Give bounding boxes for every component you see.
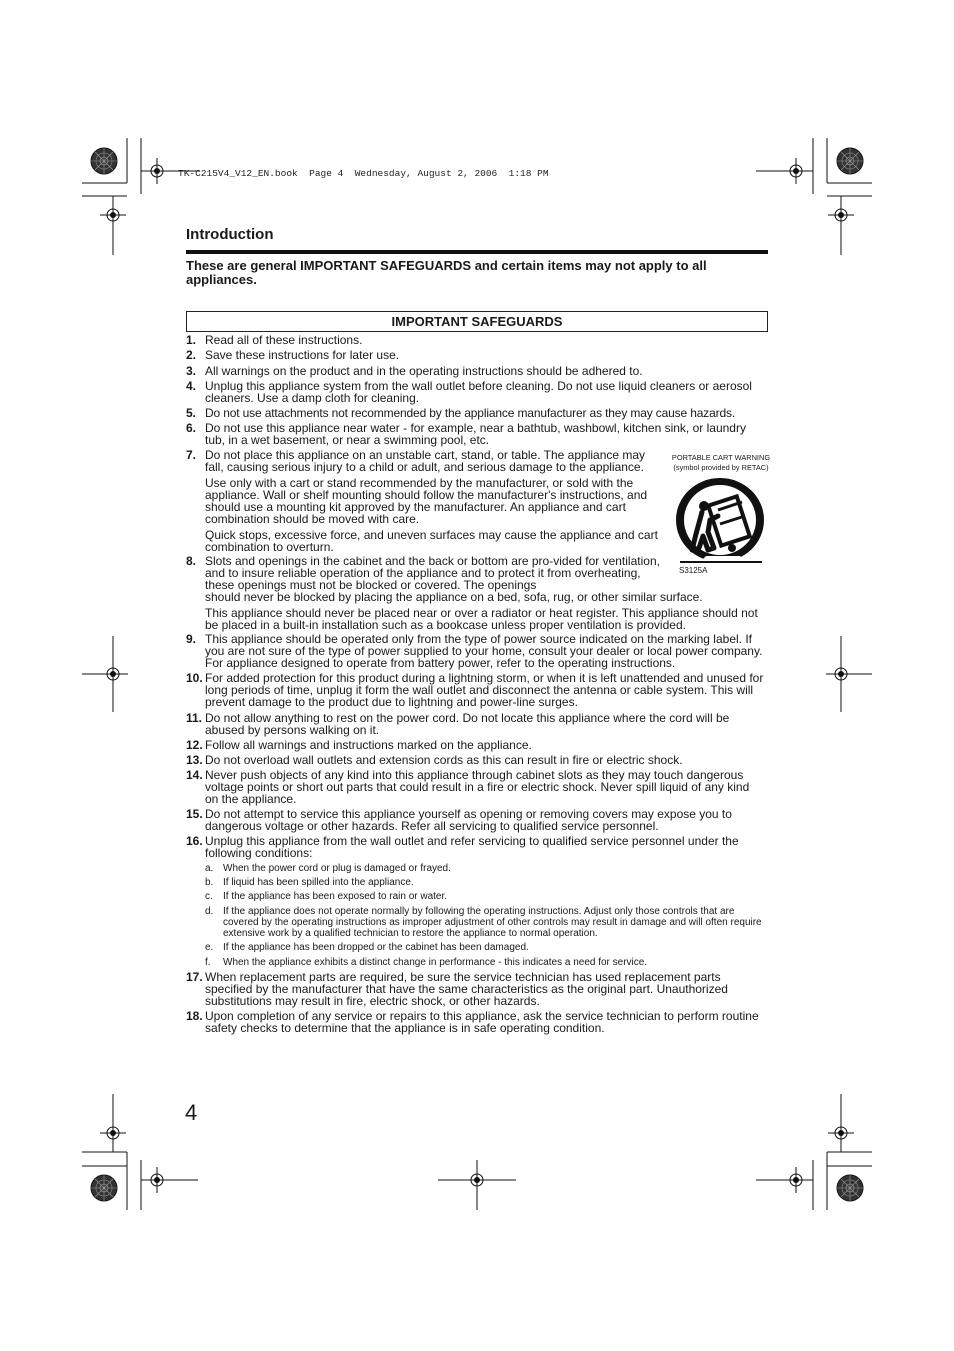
- cart-warning-icon: [672, 476, 768, 566]
- list-item: [186, 739, 768, 751]
- item-number: 7.: [186, 448, 197, 462]
- sub-item-letter: e.: [205, 942, 214, 953]
- sub-list-item: [205, 863, 765, 874]
- cart-warning-subtitle: (symbol provided by RETAC): [673, 463, 769, 472]
- item-text: Follow all warnings and instructions marked on the appliance.: [205, 738, 532, 752]
- item-text: This appliance should be operated only from the type of power source indicated on the marking label. If you are not sure of the type of power supplied to your home, consult your dealer or local power company. For appliance designed to operate from battery power, refer to the operating instructions.: [205, 632, 763, 670]
- list-item: [186, 712, 768, 736]
- item-text: Unplug this appliance from the wall outlet and refer servicing to qualified service personnel under the following conditions:: [205, 834, 739, 860]
- item-number: 9.: [186, 632, 197, 646]
- item-text: Read all of these instructions.: [205, 333, 363, 347]
- list-item: [186, 380, 756, 404]
- item-text: Slots and openings in the cabinet and the back or bottom are pro-vided for ventilation, and to insure reliable operation of the appliance and to protect it from overheating, these openings must not be blocked or covered. The openings: [205, 554, 660, 592]
- item-number: 11.: [186, 711, 203, 725]
- sub-item-letter: a.: [205, 863, 214, 874]
- sub-list-item: [205, 906, 768, 939]
- item-paragraph: Quick stops, excessive force, and uneven surfaces may cause the appliance and cart combination to overturn.: [205, 528, 658, 554]
- item-text: Unplug this appliance system from the wall outlet before cleaning. Do not use liquid cleaners or aerosol cleaners. Use a damp cloth for cleaning.: [205, 379, 752, 405]
- page-number: 4: [185, 1100, 198, 1125]
- list-item: [186, 808, 768, 832]
- item-number: 1.: [186, 333, 197, 347]
- item-text: Upon completion of any service or repairs to this appliance, ask the service technician to perform routine safety checks to determine that the appliance is in safe operating condition.: [205, 1009, 759, 1035]
- item-text: When replacement parts are required, be sure the service technician has used replacement parts specified by the manufacturer that have the same characteristics as the original part. Unauthorized substitutions may result in fire, electric shock, or other hazards.: [205, 970, 728, 1008]
- section-title: Introduction: [186, 226, 274, 243]
- item-text: All warnings on the product and in the operating instructions should be adhered to.: [205, 364, 643, 378]
- list-item: [186, 971, 768, 1007]
- list-item: [186, 672, 768, 708]
- item-number: 5.: [186, 406, 196, 420]
- sub-list-item: [205, 942, 765, 953]
- item-number: 17.: [186, 970, 203, 984]
- item-number: 3.: [186, 364, 197, 378]
- sub-item-text: When the power cord or plug is damaged or frayed.: [223, 863, 451, 874]
- list-item: [186, 449, 666, 553]
- item-number: 2.: [186, 348, 197, 362]
- list-item: [186, 754, 768, 766]
- sub-item-letter: b.: [205, 877, 214, 888]
- sub-item-letter: c.: [205, 891, 213, 902]
- item-number: 16.: [186, 834, 203, 848]
- sub-item-text: If the appliance does not operate normally by following the operating instructions. Adjust only those controls that are covered by the operating instructions as improper adjustment of other controls may result in damage and will often require extensive work by a qualified technician to restore the appliance to normal operation.: [223, 906, 762, 939]
- item-number: 12.: [186, 738, 203, 752]
- list-item: [186, 633, 768, 669]
- sub-item-text: If the appliance has been dropped or the cabinet has been damaged.: [223, 942, 529, 953]
- item-text: Do not allow anything to rest on the power cord. Do not locate this appliance where the cord will be abused by persons walking on it.: [205, 711, 730, 737]
- item-number: 18.: [186, 1009, 203, 1023]
- sub-item-letter: f.: [205, 957, 211, 968]
- sub-list-item: [205, 957, 765, 968]
- list-item: [186, 422, 756, 446]
- sub-item-text: If the appliance has been exposed to rain or water.: [223, 891, 448, 902]
- sub-list-item: [205, 891, 765, 902]
- item-number: 15.: [186, 807, 203, 821]
- section-rule: [186, 250, 768, 254]
- cart-warning-code: S3125A: [679, 566, 708, 575]
- item-text: Do not use this appliance near water - for example, near a bathtub, washbowl, kitchen sink, or laundry tub, in a wet basement, or near a swimming pool, etc.: [205, 421, 746, 447]
- sub-item-letter: d.: [205, 906, 214, 917]
- item-text-continued: should never be blocked by placing the appliance on a bed, sofa, rug, or other similar surface.: [205, 590, 703, 604]
- item-number: 14.: [186, 768, 203, 782]
- item-number: 13.: [186, 753, 203, 767]
- item-text: For added protection for this product during a lightning storm, or when it is left unattended and unused for long periods of time, unplug it form the wall outlet and disconnect the antenna or cable system. This will prevent damage to the product due to lightning and power-line surges.: [205, 671, 764, 709]
- cart-warning-caption: [668, 453, 774, 473]
- list-item: [186, 365, 768, 377]
- item-paragraph: Use only with a cart or stand recommended by the manufacturer, or sold with the appliance. Wall or shelf mounting should follow the manufacturer's instructions, and should use a mounting kit approved by the manufacturer. An appliance and cart combination should be moved with care.: [205, 476, 648, 526]
- cart-warning-title: PORTABLE CART WARNING: [671, 453, 771, 462]
- item-text: Save these instructions for later use.: [205, 348, 400, 362]
- item-text: Do not use attachments not recommended by the appliance manufacturer as they may cause hazards.: [205, 406, 736, 420]
- list-item: [186, 769, 756, 805]
- item-text: Do not place this appliance on an unstable cart, stand, or table. The appliance may fall, causing serious injury to a child or adult, and serious damage to the appliance.: [205, 448, 646, 474]
- item-text: Do not attempt to service this appliance yourself as opening or removing covers may expose you to dangerous voltage or other hazards. Refer all servicing to qualified service personnel.: [205, 807, 732, 833]
- item-paragraph: This appliance should never be placed near or over a radiator or heat register. This appliance should not be placed in a built-in installation such as a bookcase unless proper ventilation is provided.: [205, 606, 758, 632]
- book-header-line: TK-C215V4_V12_EN.book Page 4 Wednesday, August 2, 2006 1:18 PM: [178, 168, 549, 179]
- safeguards-heading-box: IMPORTANT SAFEGUARDS: [186, 311, 768, 332]
- item-number: 6.: [186, 421, 197, 435]
- sub-list-item: [205, 877, 765, 888]
- item-number: 10.: [186, 671, 203, 685]
- list-item: [186, 407, 776, 419]
- item-text: Do not overload wall outlets and extension cords as this can result in fire or electric shock.: [205, 753, 683, 767]
- list-item: [186, 1010, 768, 1034]
- intro-text: These are general IMPORTANT SAFEGUARDS and certain items may not apply to all appliances.: [186, 258, 707, 287]
- item-number: 8.: [186, 554, 197, 568]
- list-item: [186, 835, 761, 859]
- sub-item-text: When the appliance exhibits a distinct change in performance - this indicates a need for service.: [223, 957, 648, 968]
- list-item: [186, 349, 768, 361]
- item-number: 4.: [186, 379, 197, 393]
- sub-item-text: If liquid has been spilled into the appliance.: [223, 877, 414, 888]
- list-item: [186, 334, 768, 346]
- item-text: Never push objects of any kind into this appliance through cabinet slots as they may touch dangerous voltage points or short out parts that could result in a fire or electric shock. Never spill liquid of any kind on the appliance.: [205, 768, 750, 806]
